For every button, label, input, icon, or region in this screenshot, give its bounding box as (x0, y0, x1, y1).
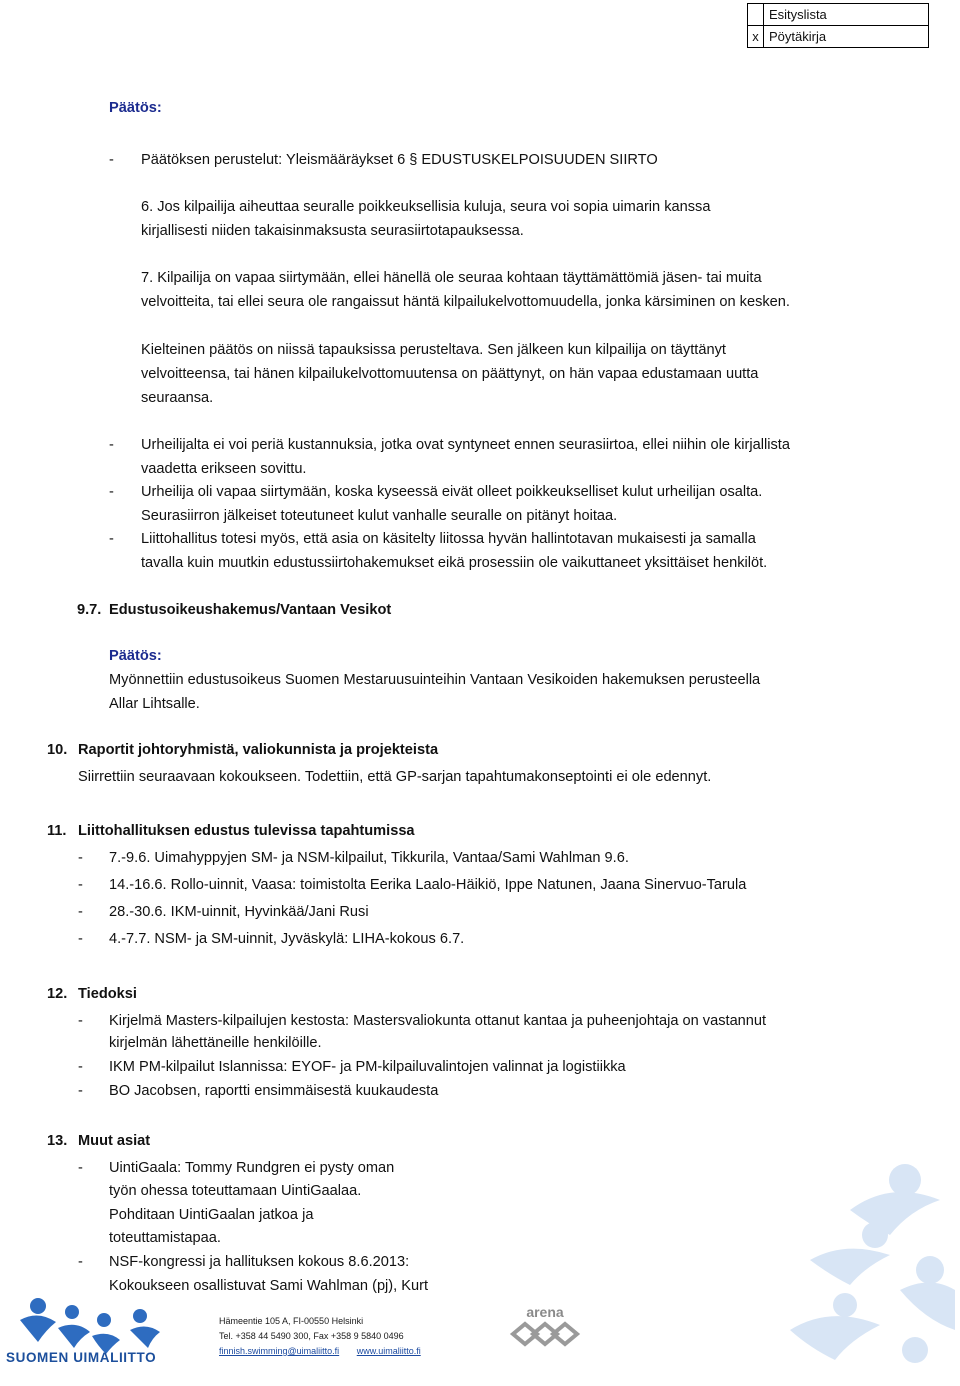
dash-marker: - (109, 437, 114, 453)
negative-decision-line-1: Kielteinen päätös on niissä tapauksissa perusteltava. Sen jälkeen kun kilpailija on täyttänyt (141, 342, 726, 358)
dash-marker: - (78, 850, 83, 866)
section-9-7-number: 9.7. (77, 602, 102, 618)
section-12-item-3: BO Jacobsen, raportti ensimmäisestä kuukaudesta (109, 1083, 439, 1099)
svg-text:arena: arena (526, 1304, 564, 1320)
bullet-2-line-2: Seurasiirron jälkeiset toteutuneet kulut vanhalle seuralle on pitänyt hoitaa. (141, 508, 618, 524)
section-11-item-1: 7.-9.6. Uimahyppyjen SM- ja NSM-kilpailut, Tikkurila, Vantaa/Sami Wahlman 9.6. (109, 850, 629, 866)
footer-email-link[interactable]: finnish.swimming@uimaliitto.fi (219, 1346, 340, 1356)
section-12-item-1-line-2: kirjelmän lähettäneille henkilöille. (109, 1035, 322, 1051)
document-type-box (747, 3, 929, 48)
section-9-7-text-line-1: Myönnettiin edustusoikeus Suomen Mestaruusuinteihin Vantaan Vesikoiden hakemuksen perusteella (109, 672, 761, 688)
section-12-item-2: IKM PM-kilpailut Islannissa: EYOF- ja PM-kilpailuvalintojen valinnat ja logistiikka (109, 1059, 626, 1075)
section-9-7-decision-heading: Päätös: (109, 648, 162, 664)
section-11-item-2: 14.-16.6. Rollo-uinnit, Vaasa: toimistolta Eerika Laalo-Häikiö, Ippe Natunen, Jaana Sinervuo-Tarula (109, 877, 747, 893)
agenda-checkbox (748, 4, 764, 26)
dash-marker: - (78, 1160, 83, 1176)
uimaliitto-logo-graphic (0, 1290, 190, 1380)
section-12-title: Tiedoksi (78, 986, 137, 1002)
section-13-number: 13. (47, 1133, 68, 1149)
dash-marker: - (109, 152, 114, 168)
section-13-item-2-line-2: Kokoukseen osallistuvat Sami Wahlman (pj), Kurt (109, 1278, 429, 1294)
rule-6-line-1: 6. Jos kilpailija aiheuttaa seuralle poikkeuksellisia kuluja, seura voi sopia uimarin kanssa (141, 199, 711, 215)
dash-marker: - (109, 484, 114, 500)
section-12-number: 12. (47, 986, 68, 1002)
section-10-number: 10. (47, 742, 68, 758)
agenda-label: Esityslista (764, 4, 929, 26)
section-13-item-1-line-3: Pohditaan UintiGaalan jatkoa ja (109, 1207, 314, 1223)
bullet-3-line-2: tavalla kuin muutkin edustussiirtohakemukset eikä prosessiin ole vaikuttaneet yksittäiset henkilöt. (141, 555, 768, 571)
section-10-title: Raportit johtoryhmistä, valiokunnista ja projekteista (78, 742, 439, 758)
section-11-item-4: 4.-7.7. NSM- ja SM-uinnit, Jyväskylä: LIHA-kokous 6.7. (109, 931, 465, 947)
footer-links (219, 1344, 421, 1359)
rule-6-line-2: kirjallisesti niiden takaisinmaksusta seurasiirtotapauksessa. (141, 223, 524, 239)
swimmer-decoration-graphic (700, 1140, 960, 1386)
rule-7-line-2: velvoitteita, tai ellei seura ole rangaissut häntä kilpailukelvottomuudella, jonka kärsiminen on kesken. (141, 294, 790, 310)
section-11-item-3: 28.-30.6. IKM-uinnit, Hyvinkää/Jani Rusi (109, 904, 369, 920)
dash-marker: - (78, 1254, 83, 1270)
section-11-number: 11. (47, 823, 67, 839)
section-9-7-title: Edustusoikeushakemus/Vantaan Vesikot (109, 602, 392, 618)
footer-address: Hämeentie 105 A, FI-00550 Helsinki (219, 1316, 364, 1326)
dash-marker: - (109, 531, 114, 547)
section-13-title: Muut asiat (78, 1133, 151, 1149)
section-10-text: Siirrettiin seuraavaan kokoukseen. Todettiin, että GP-sarjan tapahtumakonseptointi ei ole edennyt. (78, 769, 712, 785)
doctype-row-minutes (748, 26, 929, 48)
footer-web-link[interactable]: www.uimaliitto.fi (356, 1346, 421, 1356)
section-13-item-2-line-1: NSF-kongressi ja hallituksen kokous 8.6.2013: (109, 1254, 410, 1270)
section-9-7-text-line-2: Allar Lihtsalle. (109, 696, 200, 712)
dash-marker: - (78, 931, 83, 947)
section-11-title: Liittohallituksen edustus tulevissa tapahtumissa (78, 823, 415, 839)
section-13-item-1-line-4: toteuttamistapaa. (109, 1230, 221, 1246)
minutes-checkbox: x (748, 26, 764, 48)
bullet-2-line-1: Urheilija oli vapaa siirtymään, koska kyseessä eivät olleet poikkeukselliset kulut urheilijan osalta. (141, 484, 763, 500)
negative-decision-line-3: seuraansa. (141, 390, 214, 406)
dash-marker: - (78, 904, 83, 920)
decision-heading: Päätös: (109, 100, 162, 116)
dash-marker: - (78, 1013, 83, 1029)
minutes-label: Pöytäkirja (764, 26, 929, 48)
bullet-3-line-1: Liittohallitus totesi myös, että asia on käsitelty liitossa hyvän hallintotavan mukaisesti ja samalla (141, 531, 756, 547)
footer-contact (219, 1314, 421, 1359)
rule-7-line-1: 7. Kilpailija on vapaa siirtymään, ellei hänellä ole seuraa kohtaan täyttämättömiä jäsen- tai muita (141, 270, 762, 286)
decision-basis: Päätöksen perustelut: Yleismääräykset 6 § EDUSTUSKELPOISUUDEN SIIRTO (141, 152, 658, 168)
dash-marker: - (78, 1059, 83, 1075)
section-13-item-1-line-2: työn ohessa toteuttamaan UintiGaalaa. (109, 1183, 362, 1199)
dash-marker: - (78, 1083, 83, 1099)
doctype-row-agenda (748, 4, 929, 26)
bullet-1-line-1: Urheilijalta ei voi periä kustannuksia, jotka ovat syntyneet ennen seurasiirtoa, ellei niihin ole kirjallista (141, 437, 790, 453)
uimaliitto-logo-text: SUOMEN UIMALIITTO (6, 1350, 157, 1365)
dash-marker: - (78, 877, 83, 893)
section-12-item-1-line-1: Kirjelmä Masters-kilpailujen kestosta: Mastersvaliokunta ottanut kantaa ja puheenjohtaja on vastannut (109, 1013, 767, 1029)
bullet-1-line-2: vaadetta erikseen sovittu. (141, 461, 307, 477)
negative-decision-line-2: velvoitteensa, tai hänen kilpailukelvottomuutensa on päättynyt, on hän vapaa edustamaan uutta (141, 366, 759, 382)
footer-phone: Tel. +358 44 5490 300, Fax +358 9 5840 0496 (219, 1331, 404, 1341)
section-13-item-1-line-1: UintiGaala: Tommy Rundgren ei pysty oman (109, 1160, 395, 1176)
arena-logo (505, 1304, 585, 1349)
